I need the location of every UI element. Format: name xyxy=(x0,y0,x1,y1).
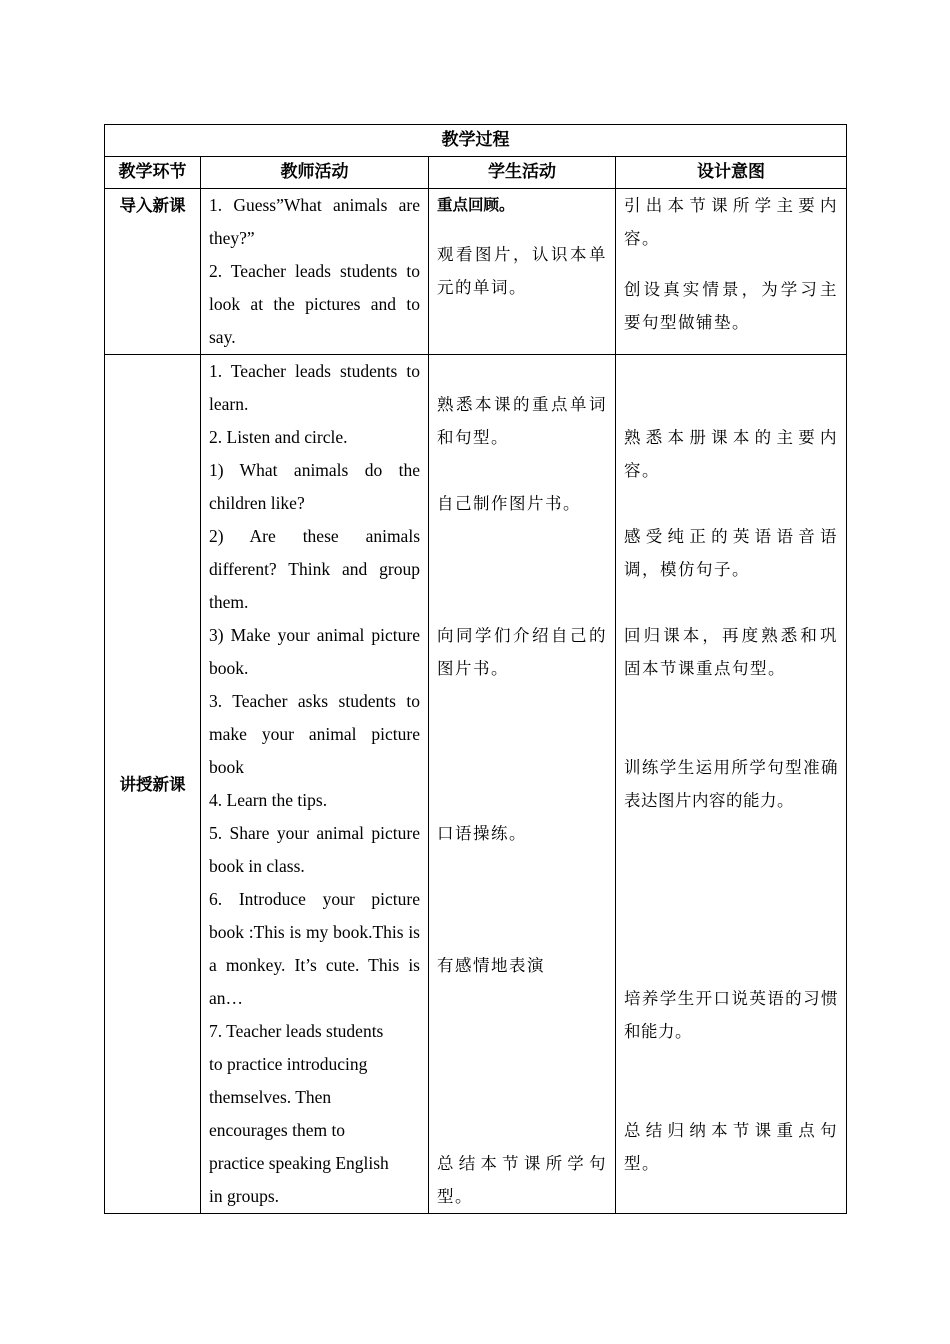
teacher-item: encourages them to xyxy=(209,1120,346,1140)
teacher-activity-intro xyxy=(201,189,429,355)
teacher-item: 3. Teacher asks students to make your animal picture book xyxy=(209,691,420,777)
teacher-item: 1. Teacher leads students to learn. xyxy=(209,361,420,414)
header-student-activity: 学生活动 xyxy=(429,157,616,189)
student-item: 口语操练。 xyxy=(437,824,527,843)
student-item: 有感情地表演 xyxy=(437,956,545,975)
teacher-item: practice speaking English xyxy=(209,1153,389,1173)
teacher-item: in groups. xyxy=(209,1186,279,1206)
design-item: 回归课本，再度熟悉和巩固本节课重点句型。 xyxy=(624,626,838,678)
design-item: 引出本节课所学主要内容。 xyxy=(624,196,838,248)
lesson-process-table xyxy=(104,124,847,1214)
design-item: 培养学生开口说英语的习惯和能力。 xyxy=(624,989,838,1041)
design-item: 创设真实情景，为学习主要句型做铺垫。 xyxy=(624,280,838,332)
header-design-intent: 设计意图 xyxy=(616,157,847,189)
stage-new-lesson: 讲授新课 xyxy=(105,355,201,1214)
student-item: 向同学们介绍自己的图片书。 xyxy=(437,626,607,678)
student-item: 总结本节课所学句型。 xyxy=(437,1154,607,1206)
header-teacher-activity: 教师活动 xyxy=(201,157,429,189)
design-intent-new-lesson xyxy=(616,355,847,1214)
table-row xyxy=(105,355,847,1214)
teacher-item: themselves. Then xyxy=(209,1087,332,1107)
teacher-item: 3) Make your animal picture book. xyxy=(209,625,420,678)
teacher-item: 2. Teacher leads students to look at the pictures and to say. xyxy=(209,261,420,347)
table-row xyxy=(105,189,847,355)
teacher-item: 1. Guess”What animals are they?” xyxy=(209,195,420,248)
student-item: 自己制作图片书。 xyxy=(437,494,581,513)
design-item: 感受纯正的英语语音语调，模仿句子。 xyxy=(624,527,838,579)
table-title: 教学过程 xyxy=(105,125,847,157)
header-stage: 教学环节 xyxy=(105,157,201,189)
student-activity-intro xyxy=(429,189,616,355)
teacher-item: 2. Listen and circle. xyxy=(209,427,348,447)
stage-intro: 导入新课 xyxy=(105,189,201,355)
teacher-item: 7. Teacher leads students xyxy=(209,1021,384,1041)
teacher-item: to practice introducing xyxy=(209,1054,368,1074)
design-intent-intro xyxy=(616,189,847,355)
teacher-item: 4. Learn the tips. xyxy=(209,790,328,810)
student-item: 观看图片，认识本单元的单词。 xyxy=(437,245,607,297)
teacher-item: 5. Share your animal picture book in class. xyxy=(209,823,420,876)
design-item: 训练学生运用所学句型准确表达图片内容的能力。 xyxy=(624,758,838,810)
design-item: 总结归纳本节课重点句型。 xyxy=(624,1121,838,1173)
student-activity-new-lesson xyxy=(429,355,616,1214)
student-item: 重点回顾。 xyxy=(437,196,515,214)
teacher-item: 1) What animals do the children like? xyxy=(209,460,420,513)
teacher-activity-new-lesson xyxy=(201,355,429,1214)
student-item: 熟悉本课的重点单词和句型。 xyxy=(437,395,607,447)
teacher-item: 2) Are these animals different? Think and group them. xyxy=(209,526,420,612)
teacher-item: 6. Introduce your picture book :This is my book.This is a monkey. It’s cute. This is an… xyxy=(209,889,420,1008)
design-item: 熟悉本册课本的主要内容。 xyxy=(624,428,838,480)
